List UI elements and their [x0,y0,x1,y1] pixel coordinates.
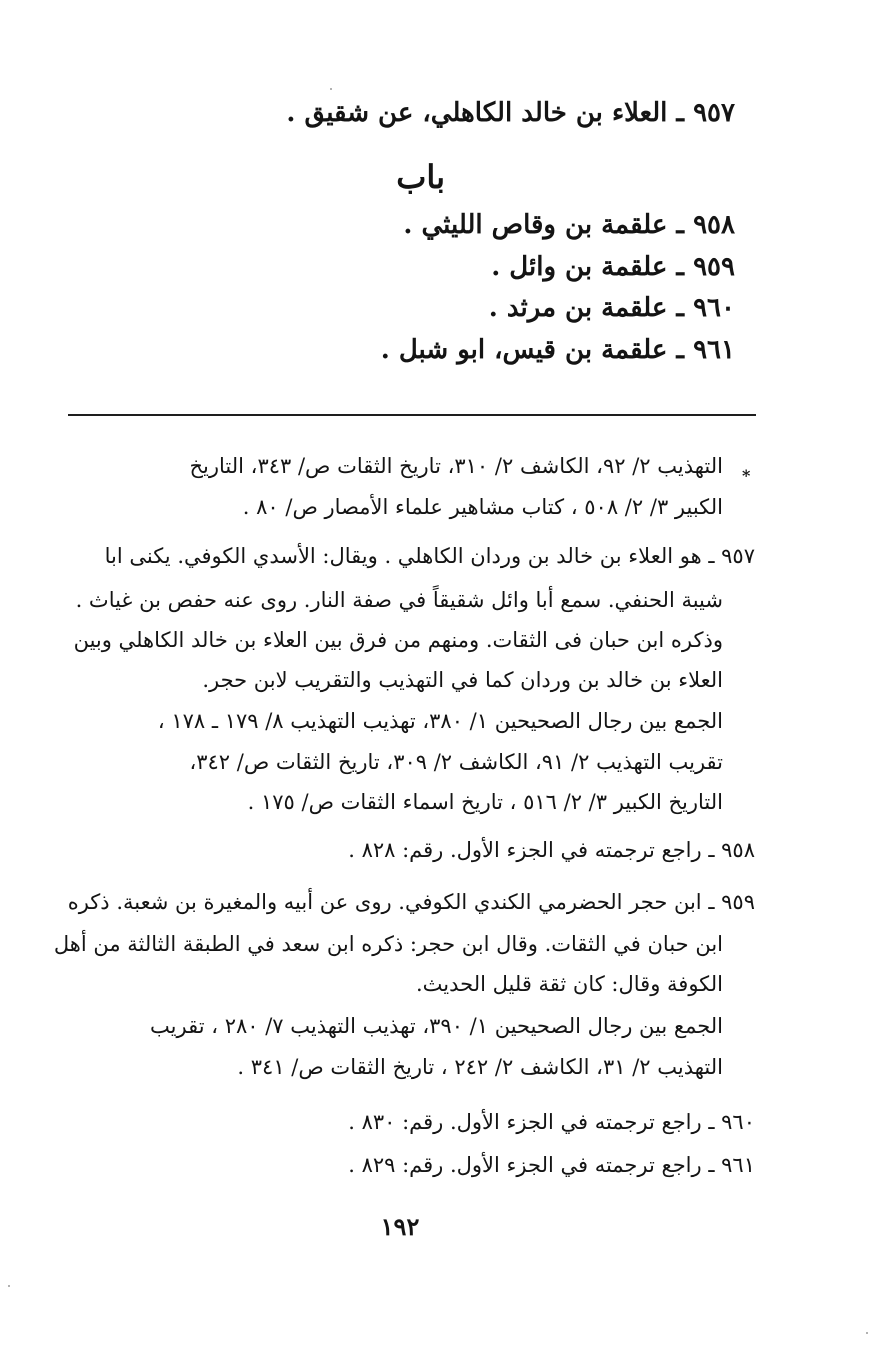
footnote-959-line-2: ابن حبان في الثقات. وقال ابن حجر: ذكره ابن سعد في الطبقة الثالثة من أهل [53,932,723,956]
footnote-957-line-1: ٩٥٧ ـ هو العلاء بن خالد بن وردان الكاهلي . ويقال: الأسدي الكوفي. يكنى ابا [104,544,755,568]
entry-960: ٩٦٠ ـ علقمة بن مرثد . [488,293,735,323]
footnote-959-line-3: الكوفة وقال: كان ثقة قليل الحديث. [416,972,723,996]
section-heading: باب [396,158,445,196]
footnote-separator [68,414,756,416]
footnote-957-line-5: الجمع بين رجال الصحيحين ١/ ٣٨٠، تهذيب التهذيب ٨/ ١٧٩ ـ ١٧٨ ، [157,709,723,733]
entry-961: ٩٦١ ـ علقمة بن قيس، ابو شبل . [380,335,735,365]
footnote-957-line-4: العلاء بن خالد بن وردان كما في التهذيب والتقريب لابن حجر. [202,668,723,692]
footnote-957-line-7: التاريخ الكبير ٣/ ٢/ ٥١٦ ، تاريخ اسماء الثقات ص/ ١٧٥ . [247,790,723,814]
footnote-star-line-1: التهذيب ٢/ ٩٢، الكاشف ٢/ ٣١٠، تاريخ الثقات ص/ ٣٤٣، التاريخ [189,454,723,478]
scan-speck [8,1285,10,1287]
page-number: ١٩٢ [380,1212,420,1241]
footnote-star-line-2: الكبير ٣/ ٢/ ٥٠٨ ، كتاب مشاهير علماء الأمصار ص/ ٨٠ . [242,495,723,519]
footnote-961: ٩٦١ ـ راجع ترجمته في الجزء الأول. رقم: ٨٢٩ . [348,1153,755,1177]
footnote-959-line-1: ٩٥٩ ـ ابن حجر الحضرمي الكندي الكوفي. روى عن أبيه والمغيرة بن شعبة. ذكره [67,890,755,914]
footnote-959-line-4: الجمع بين رجال الصحيحين ١/ ٣٩٠، تهذيب التهذيب ٧/ ٢٨٠ ، تقريب [150,1014,723,1038]
footnote-957-line-2: شيبة الحنفي. سمع أبا وائل شقيقاً في صفة النار. روى عنه حفص بن غياث . [75,588,723,612]
footnote-957-line-3: وذكره ابن حبان فى الثقات. ومنهم من فرق بين العلاء بن خالد الكاهلي وبين [73,628,723,652]
footnote-957-line-6: تقريب التهذيب ٢/ ٩١، الكاشف ٢/ ٣٠٩، تاريخ الثقات ص/ ٣٤٢، [189,750,723,774]
footnote-958: ٩٥٨ ـ راجع ترجمته في الجزء الأول. رقم: ٨٢٨ . [348,838,755,862]
footnote-959-line-5: التهذيب ٢/ ٣١، الكاشف ٢/ ٢٤٢ ، تاريخ الثقات ص/ ٣٤١ . [237,1055,723,1079]
footnote-960: ٩٦٠ ـ راجع ترجمته في الجزء الأول. رقم: ٨٣٠ . [348,1110,755,1134]
scan-speck [330,88,332,90]
scan-speck [866,1332,868,1334]
entry-958: ٩٥٨ ـ علقمة بن وقاص الليثي . [403,210,735,240]
footnote-star-marker: * [742,466,751,485]
entry-959: ٩٥٩ ـ علقمة بن وائل . [491,252,735,282]
entry-957: ٩٥٧ ـ العلاء بن خالد الكاهلي، عن شقيق . [286,98,735,128]
